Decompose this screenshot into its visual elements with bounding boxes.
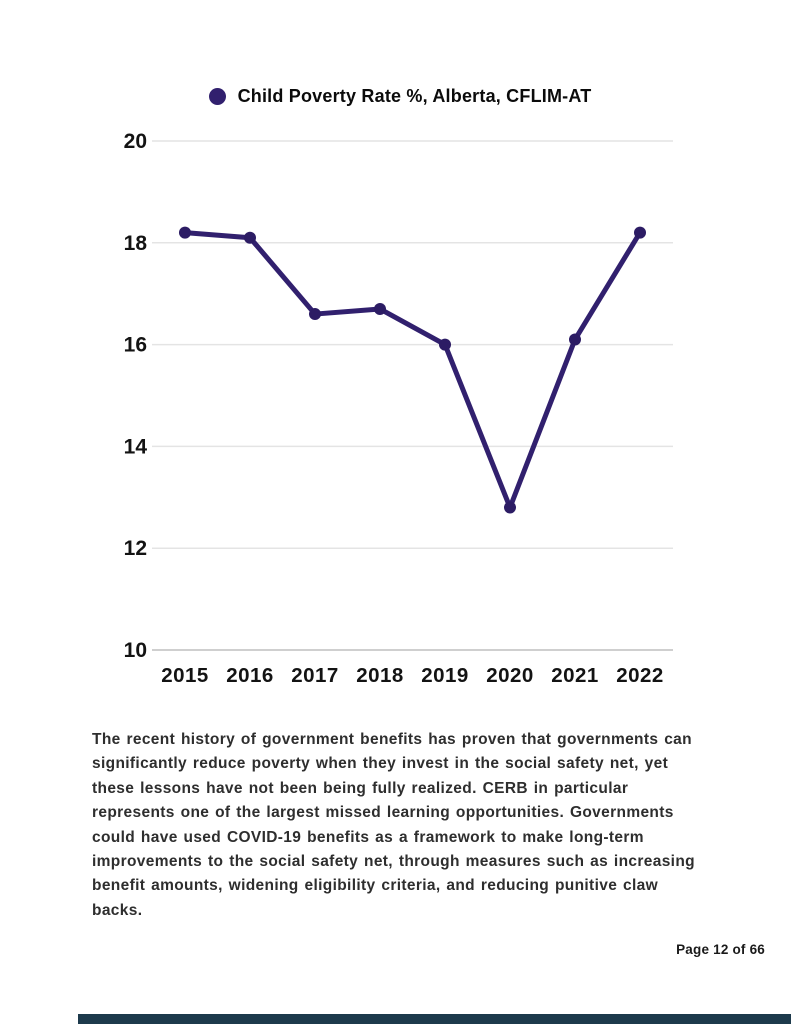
data-point	[569, 334, 581, 346]
footer-accent-bar	[78, 1014, 791, 1024]
y-axis-tick-label: 16	[123, 333, 147, 357]
x-axis-tick-label: 2022	[616, 664, 664, 687]
x-axis-tick-label: 2018	[356, 664, 404, 687]
y-axis-tick-label: 12	[123, 537, 147, 561]
body-paragraph: The recent history of government benefits has proven that governments can significantly reduce poverty when they invest in the social safety net, yet these lessons have not been being fully realized. CERB in particular represents one of the largest missed learning opportunities. Governments could have used COVID-19 benefits as a framework to make long-term improvements to the social safety net, through measures such as increasing benefit amounts, widening eligibility criteria, and reducing punitive claw backs.	[92, 731, 695, 919]
x-axis-tick-label: 2015	[161, 664, 209, 687]
page-number: Page 12 of 66	[676, 942, 765, 957]
x-axis-tick-label: 2019	[421, 664, 469, 687]
x-axis-tick-label: 2020	[486, 664, 534, 687]
y-axis-tick-label: 20	[123, 130, 147, 153]
y-axis-tick-label: 18	[123, 231, 147, 255]
data-point	[439, 339, 451, 351]
x-axis-tick-label: 2017	[291, 664, 339, 687]
y-axis-tick-label: 10	[123, 639, 147, 662]
data-point	[504, 501, 516, 513]
data-point	[244, 232, 256, 244]
y-axis-tick-label: 14	[123, 435, 147, 459]
data-point	[179, 227, 191, 239]
legend-label: Child Poverty Rate %, Alberta, CFLIM-AT	[237, 86, 592, 106]
data-point	[309, 308, 321, 320]
x-axis-tick-label: 2021	[551, 664, 599, 687]
data-point	[634, 227, 646, 239]
data-point	[374, 303, 386, 315]
data-line	[185, 233, 640, 508]
x-axis-tick-label: 2016	[226, 664, 274, 687]
